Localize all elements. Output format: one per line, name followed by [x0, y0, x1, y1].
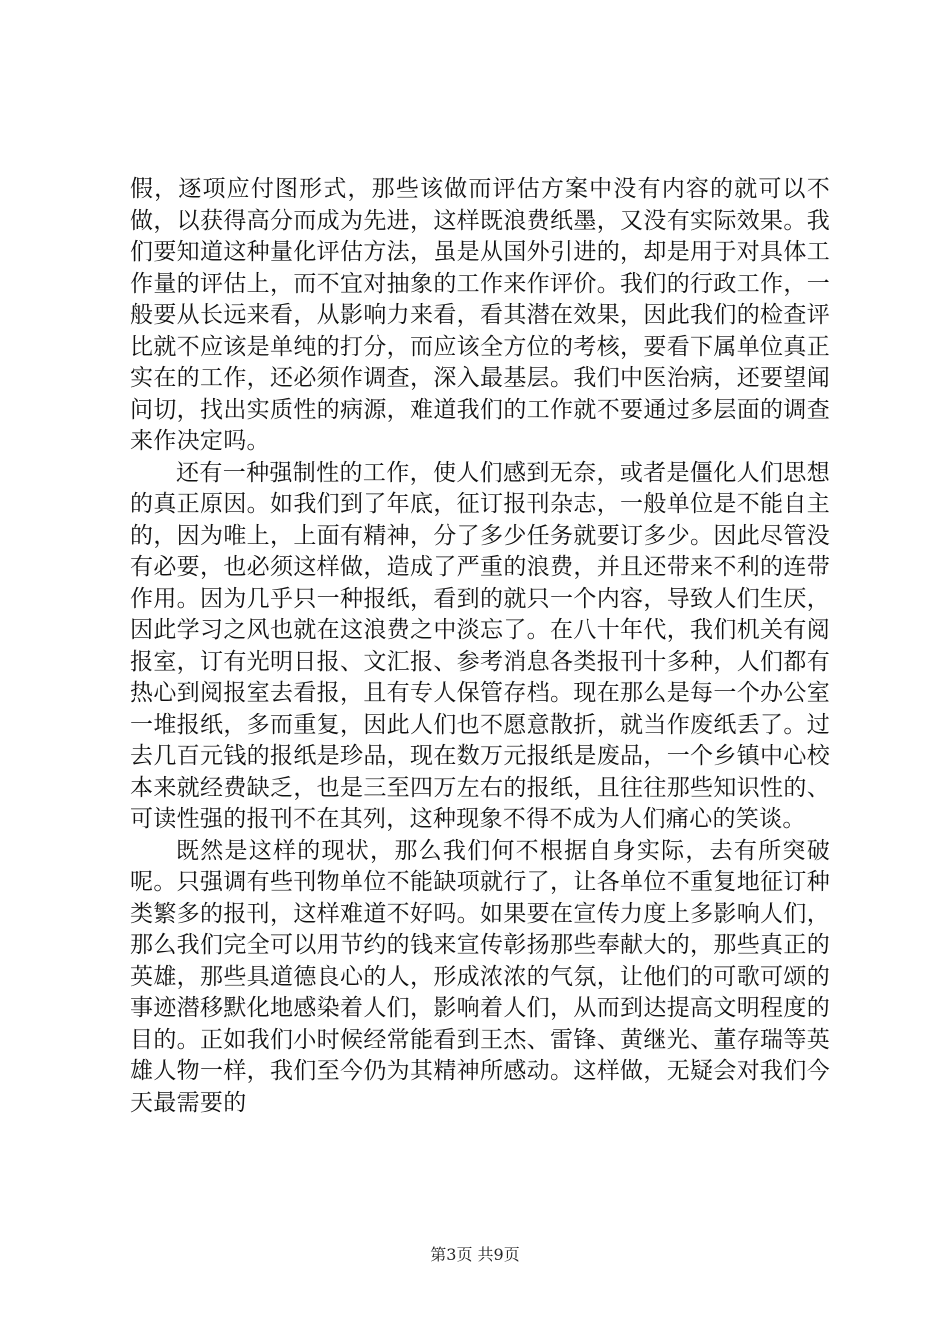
paragraph-continued: 假，逐项应付图形式，那些该做而评估方案中没有内容的就可以不做，以获得高分而成为先进，这样既浪费纸墨，又没有实际效果。我们要知道这种量化评估方法，虽是从国外引进的，却是用于对具体工作量的评估上，而不宜对抽象的工作来作评价。我们的行政工作，一般要从长远来看，从影响力来看，看其潜在效果，因此我们的检查评比就不应该是单纯的打分，而应该全方位的考核，要看下属单位真正实在的工作，还必须作调查，深入最基层。我们中医治病，还要望闻问切，找出实质性的病源，难道我们的工作就不要通过多层面的调查来作决定吗。 [130, 176, 830, 454]
paragraph-newspaper-subscription: 还有一种强制性的工作，使人们感到无奈，或者是僵化人们思想的真正原因。如我们到了年底，征订报刊杂志，一般单位是不能自主的，因为唯上，上面有精神，分了多少任务就要订多少。因此尽管没有必要，也必须这样做，造成了严重的浪费，并且还带来不利的连带作用。因为几乎只一种报纸，看到的就只一个内容，导致人们生厌，因此学习之风也就在这浪费之中淡忘了。在八十年代，我们机关有阅报室，订有光明日报、文汇报、参考消息各类报刊十多种，人们都有热心到阅报室去看报，且有专人保管存档。现在那么是每一个办公室一堆报纸，多而重复，因此人们也不愿意散折，就当作废纸丢了。过去几百元钱的报纸是珍品，现在数万元报纸是废品，一个乡镇中心校本来就经费缺乏，也是三至四万左右的报纸，且往往那些知识性的、可读性强的报刊不在其列，这种现象不得不成为人们痛心的笑谈。 [130, 459, 830, 832]
document-body [130, 174, 830, 1119]
page-number-footer: 第3页 共9页 [430, 1245, 520, 1264]
paragraph-breakthrough: 既然是这样的现状，那么我们何不根据自身实际，去有所突破呢。只强调有些刊物单位不能缺项就行了，让各单位不重复地征订种类繁多的报刊，这样难道不好吗。如果要在宣传力度上多影响人们，那么我们完全可以用节约的钱来宣传彰扬那些奉献大的，那些真正的英雄，那些具道德良心的人，形成浓浓的气氛，让他们的可歌可颂的事迹潜移默化地感染着人们，影响着人们，从而到达提高文明程度的目的。正如我们小时候经常能看到王杰、雷锋、黄继光、董存瑞等英雄人物一样，我们至今仍为其精神所感动。这样做，无疑会对我们今天最需要的 [130, 837, 830, 1116]
